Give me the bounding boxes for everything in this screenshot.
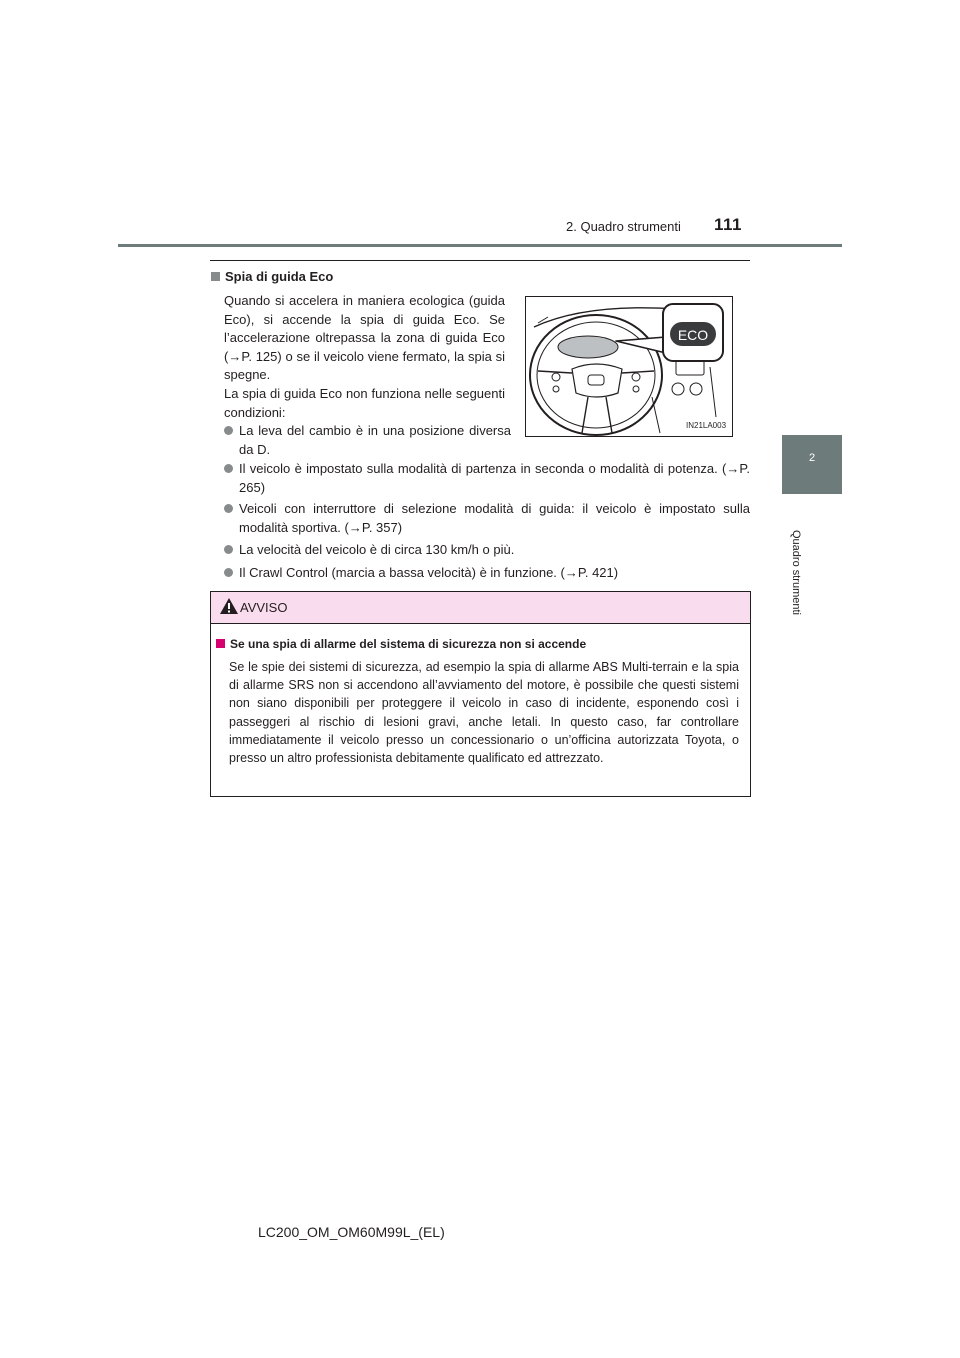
list-item: La velocità del veicolo è di circa 130 km/h o più.	[224, 541, 750, 560]
section-rule	[210, 260, 750, 261]
running-header-title: 2. Quadro strumenti	[566, 219, 681, 234]
figure-code: IN21LA003	[686, 421, 727, 430]
warning-subheading	[216, 637, 586, 651]
intro-text: Quando si accelera in maniera ecologica (guida Eco), si accende la spia di guida Eco. Se l’accelerazione oltrepassa la zona di guida Eco (→P. 125) o se il veicolo viene fermato, la spia si spegne.	[224, 293, 505, 383]
intro-paragraph	[224, 292, 505, 422]
bullet-dot-icon	[224, 464, 233, 473]
chapter-tab-label-text: Quadro strumenti	[790, 530, 802, 615]
bullet-dot-icon	[224, 504, 233, 513]
figure-eco-indicator	[525, 296, 733, 437]
warning-subheading-text: Se una spia di allarme del sistema di sicurezza non si accende	[230, 637, 587, 651]
dashboard-illustration	[526, 297, 732, 436]
header-rule	[118, 244, 842, 247]
list-item: Il Crawl Control (marcia a bassa velocità) è in funzione. (→P. 421)	[224, 564, 750, 583]
bullet-dot-icon	[224, 545, 233, 554]
chapter-tab-label	[790, 530, 804, 620]
warning-triangle-icon	[219, 597, 239, 620]
chapter-tab-number: 2	[808, 452, 816, 464]
warning-body: Se le spie dei sistemi di sicurezza, ad esempio la spia di allarme ABS Multi-terrain e la spia di allarme SRS non si accendono all’avviamento del motore, è possibile che questi sistemi non siano disponibili per proteggere il veicolo in caso di incidente, esponendo così i passeggeri al rischio di lesioni gravi, anche letali. In questo caso, far controllare immediatamente il veicolo presso un concessionario o un’officina autorizzata Toyota, o presso un altro professionista debitamente qualificato ed attrezzato.	[229, 660, 739, 766]
square-bullet-icon	[216, 639, 225, 648]
warning-title: AVVISO	[240, 600, 288, 615]
chapter-tab	[782, 435, 842, 494]
list-item: Il veicolo è impostato sulla modalità di partenza in seconda o modalità di potenza. (→P. 265)	[224, 460, 750, 497]
list-item: Veicoli con interruttore di selezione modalità di guida: il veicolo è impostato sulla modalità sportiva. (→P. 357)	[224, 500, 750, 537]
bullet-dot-icon	[224, 426, 233, 435]
square-bullet-icon	[211, 272, 220, 281]
document-code: LC200_OM_OM60M99L_(EL)	[258, 1224, 445, 1240]
eco-indicator-label: ECO	[677, 327, 709, 343]
section-heading-text: Spia di guida Eco	[225, 269, 334, 284]
bullet-dot-icon	[224, 568, 233, 577]
intro-text-2: La spia di guida Eco non funziona nelle seguenti condizioni:	[224, 385, 505, 420]
section-heading	[211, 269, 333, 284]
page-number: 111	[714, 215, 742, 234]
list-item: La leva del cambio è in una posizione diversa da D.	[224, 422, 511, 459]
warning-header	[211, 592, 750, 624]
